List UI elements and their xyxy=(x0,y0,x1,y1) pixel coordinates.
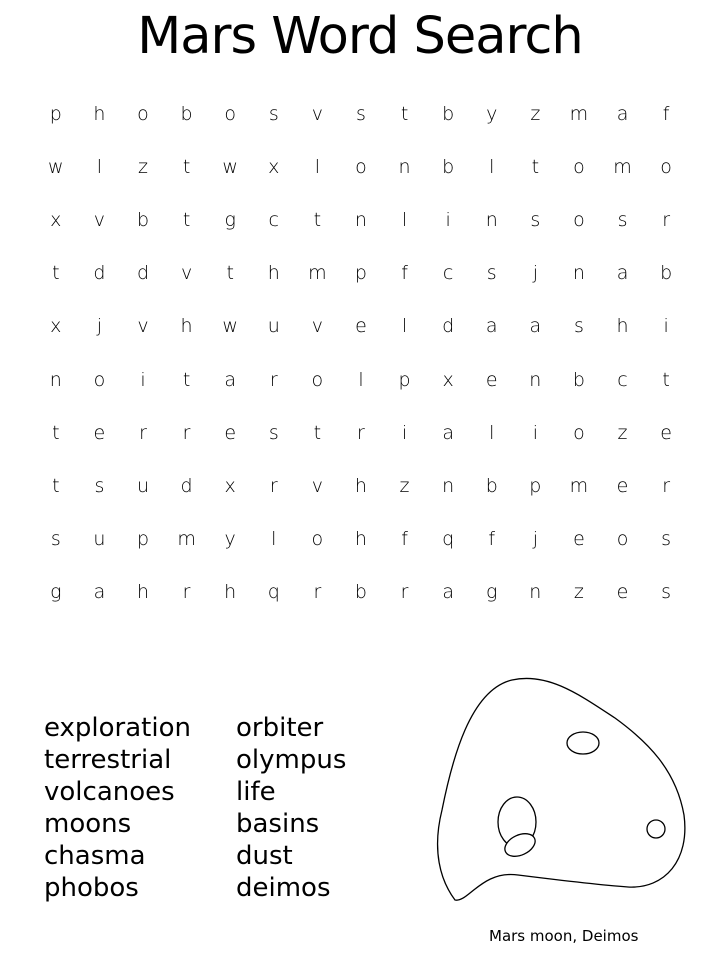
grid-letter: l xyxy=(271,528,277,551)
grid-letter: g xyxy=(50,581,62,604)
grid-letter: m xyxy=(569,102,589,125)
grid-letter: r xyxy=(269,474,278,497)
grid-letter: p xyxy=(354,262,367,285)
grid-letter: u xyxy=(136,474,149,497)
grid-letter: i xyxy=(401,421,408,444)
grid-letter: e xyxy=(355,315,367,338)
grid-letter: m xyxy=(569,474,589,497)
grid-letter: a xyxy=(616,102,629,125)
grid-letter: d xyxy=(180,474,193,497)
grid-letter: a xyxy=(442,581,454,604)
grid-letter: m xyxy=(308,262,327,285)
grid-letter: n xyxy=(529,368,542,391)
grid-letter: z xyxy=(617,421,628,444)
grid-letter: z xyxy=(137,155,148,178)
grid-letter: f xyxy=(662,102,670,125)
grid-letter: j xyxy=(532,262,538,285)
grid-letter: s xyxy=(356,102,366,125)
grid-letter: b xyxy=(354,581,367,604)
grid-letter: f xyxy=(401,528,408,551)
grid-letter: t xyxy=(531,155,540,178)
grid-letter: r xyxy=(400,581,409,604)
grid-letter: l xyxy=(489,421,495,444)
grid-letter: s xyxy=(661,581,672,604)
grid-letter: e xyxy=(224,421,237,444)
grid-letter: i xyxy=(663,315,669,338)
grid-letter: h xyxy=(616,315,629,338)
word-list-column-1 xyxy=(44,712,191,904)
grid-letter: t xyxy=(52,474,60,497)
grid-letter: t xyxy=(182,208,191,231)
grid-letter: b xyxy=(485,474,498,497)
grid-letter: a xyxy=(224,368,236,391)
grid-letter: v xyxy=(93,208,106,231)
grid-letter: b xyxy=(442,155,455,178)
grid-letter: q xyxy=(267,581,280,604)
page-title: Mars Word Search xyxy=(137,7,583,66)
grid-letter: b xyxy=(660,262,673,285)
grid-letter: w xyxy=(222,315,238,338)
grid-letter: v xyxy=(180,262,193,285)
grid-letter: u xyxy=(93,528,106,551)
grid-letter: h xyxy=(267,262,280,285)
grid-letter: n xyxy=(354,208,367,231)
grid-letter: x xyxy=(442,368,454,391)
grid-letter: l xyxy=(489,155,495,178)
word-list-item: orbiter xyxy=(236,713,324,743)
grid-letter: o xyxy=(355,155,367,178)
grid-letter: h xyxy=(354,474,367,497)
grid-letter: a xyxy=(616,262,629,285)
grid-letter: c xyxy=(442,262,454,285)
grid-letter: r xyxy=(662,208,671,231)
grid-letter: c xyxy=(617,368,628,391)
grid-letter: s xyxy=(617,208,628,231)
grid-letter: z xyxy=(399,474,410,497)
grid-letter: b xyxy=(572,368,585,391)
grid-letter: t xyxy=(400,102,409,125)
grid-letter: i xyxy=(140,368,146,391)
grid-letter: n xyxy=(485,208,498,231)
grid-letter: r xyxy=(182,421,191,444)
grid-letter: f xyxy=(488,528,496,551)
word-list-item: olympus xyxy=(236,745,347,775)
grid-letter: l xyxy=(358,368,364,391)
grid-letter: t xyxy=(662,368,670,391)
grid-letter: m xyxy=(613,155,632,178)
grid-letter: h xyxy=(93,102,106,125)
word-list-item: volcanoes xyxy=(44,777,175,807)
grid-letter: o xyxy=(573,208,585,231)
grid-letter: e xyxy=(93,421,106,444)
grid-letter: r xyxy=(269,368,278,391)
word-list-column-2 xyxy=(236,712,346,904)
grid-letter: y xyxy=(486,102,498,125)
grid-letter: f xyxy=(401,262,408,285)
grid-letter: g xyxy=(486,581,498,604)
grid-letter: o xyxy=(93,368,106,391)
grid-letter: r xyxy=(139,421,147,444)
grid-letter: e xyxy=(485,368,498,391)
grid-letter: x xyxy=(268,155,280,178)
grid-letter: o xyxy=(573,155,585,178)
grid-letter: s xyxy=(94,474,105,497)
grid-letter: m xyxy=(177,528,196,551)
grid-letter: h xyxy=(136,581,149,604)
grid-letter: d xyxy=(93,262,106,285)
grid-letter: x xyxy=(224,474,236,497)
grid-letter: h xyxy=(354,528,367,551)
grid-letter: h xyxy=(180,315,193,338)
grid-letter: v xyxy=(311,474,323,497)
grid-letter: e xyxy=(616,474,629,497)
grid-letter: t xyxy=(182,368,191,391)
grid-letter: r xyxy=(357,421,365,444)
grid-letter: w xyxy=(222,155,238,178)
grid-letter: o xyxy=(660,155,672,178)
grid-letter: n xyxy=(529,581,542,604)
word-list-item: deimos xyxy=(236,873,331,903)
grid-letter: u xyxy=(267,315,280,338)
grid-letter: r xyxy=(313,581,322,604)
grid-letter: z xyxy=(573,581,584,604)
grid-letter: l xyxy=(401,208,408,231)
word-list-item: moons xyxy=(44,809,132,839)
grid-letter: r xyxy=(182,581,191,604)
grid-letter: t xyxy=(52,262,60,285)
grid-letter: s xyxy=(268,421,279,444)
grid-letter: e xyxy=(573,528,585,551)
grid-letter: l xyxy=(96,155,103,178)
grid-letter: h xyxy=(224,581,237,604)
grid-letter: s xyxy=(661,528,672,551)
grid-letter: x xyxy=(50,208,62,231)
illustration-caption: Mars moon, Deimos xyxy=(489,927,639,945)
word-list-item: chasma xyxy=(44,841,146,871)
grid-letter: c xyxy=(268,208,279,231)
grid-letter: e xyxy=(616,581,629,604)
grid-letter: a xyxy=(93,581,106,604)
grid-letter: t xyxy=(313,421,322,444)
word-list-item: life xyxy=(236,777,276,807)
grid-letter: v xyxy=(311,315,323,338)
moon-outline xyxy=(438,678,685,900)
grid-letter: o xyxy=(311,528,324,551)
crater-right xyxy=(647,820,665,838)
grid-letter: n xyxy=(442,474,455,497)
grid-letter: s xyxy=(268,102,279,125)
grid-letter: n xyxy=(49,368,62,391)
grid-letter: o xyxy=(573,421,585,444)
grid-letter: b xyxy=(180,102,193,125)
grid-letter: o xyxy=(137,102,149,125)
grid-letter: j xyxy=(532,528,538,551)
word-list-item: dust xyxy=(236,841,293,871)
grid-letter: s xyxy=(486,262,497,285)
grid-letter: e xyxy=(660,421,672,444)
grid-letter: n xyxy=(398,155,411,178)
grid-letter: t xyxy=(313,208,322,231)
grid-letter: d xyxy=(136,262,150,285)
crater-top xyxy=(567,732,599,754)
deimos-moon-illustration xyxy=(420,668,695,913)
grid-letter: p xyxy=(529,474,542,497)
word-list-item: phobos xyxy=(44,873,139,903)
grid-letter: a xyxy=(529,315,542,338)
grid-letter: a xyxy=(442,421,454,444)
grid-letter: y xyxy=(224,528,236,551)
word-list-item: basins xyxy=(236,809,320,839)
grid-letter: v xyxy=(311,102,323,125)
grid-letter: q xyxy=(442,528,455,551)
grid-letter: w xyxy=(48,155,64,178)
word-list-item: exploration xyxy=(44,713,191,743)
grid-letter: i xyxy=(532,421,538,444)
grid-letter: o xyxy=(224,102,236,125)
grid-letter: r xyxy=(662,474,671,497)
grid-letter: s xyxy=(530,208,541,231)
grid-letter: t xyxy=(226,262,234,285)
grid-letter: t xyxy=(52,421,60,444)
grid-letter: i xyxy=(445,208,451,231)
grid-letter: l xyxy=(314,155,320,178)
grid-letter: x xyxy=(50,315,62,338)
grid-letter: v xyxy=(137,315,149,338)
grid-letter: a xyxy=(485,315,498,338)
grid-letter: p xyxy=(398,368,411,391)
grid-letter: b xyxy=(442,102,455,125)
letter-grid xyxy=(34,87,688,619)
grid-letter: z xyxy=(530,102,541,125)
grid-letter: s xyxy=(573,315,584,338)
word-list-item: terrestrial xyxy=(44,745,172,775)
grid-letter: t xyxy=(182,155,191,178)
grid-letter: p xyxy=(136,528,150,551)
grid-letter: s xyxy=(50,528,61,551)
grid-letter: o xyxy=(311,368,324,391)
grid-letter: o xyxy=(616,528,629,551)
grid-letter: n xyxy=(572,262,585,285)
grid-letter: d xyxy=(442,315,455,338)
grid-letter: j xyxy=(96,315,103,338)
grid-letter: p xyxy=(49,102,62,125)
grid-letter: l xyxy=(401,315,408,338)
grid-letter: g xyxy=(224,208,236,231)
grid-letter: b xyxy=(136,208,150,231)
